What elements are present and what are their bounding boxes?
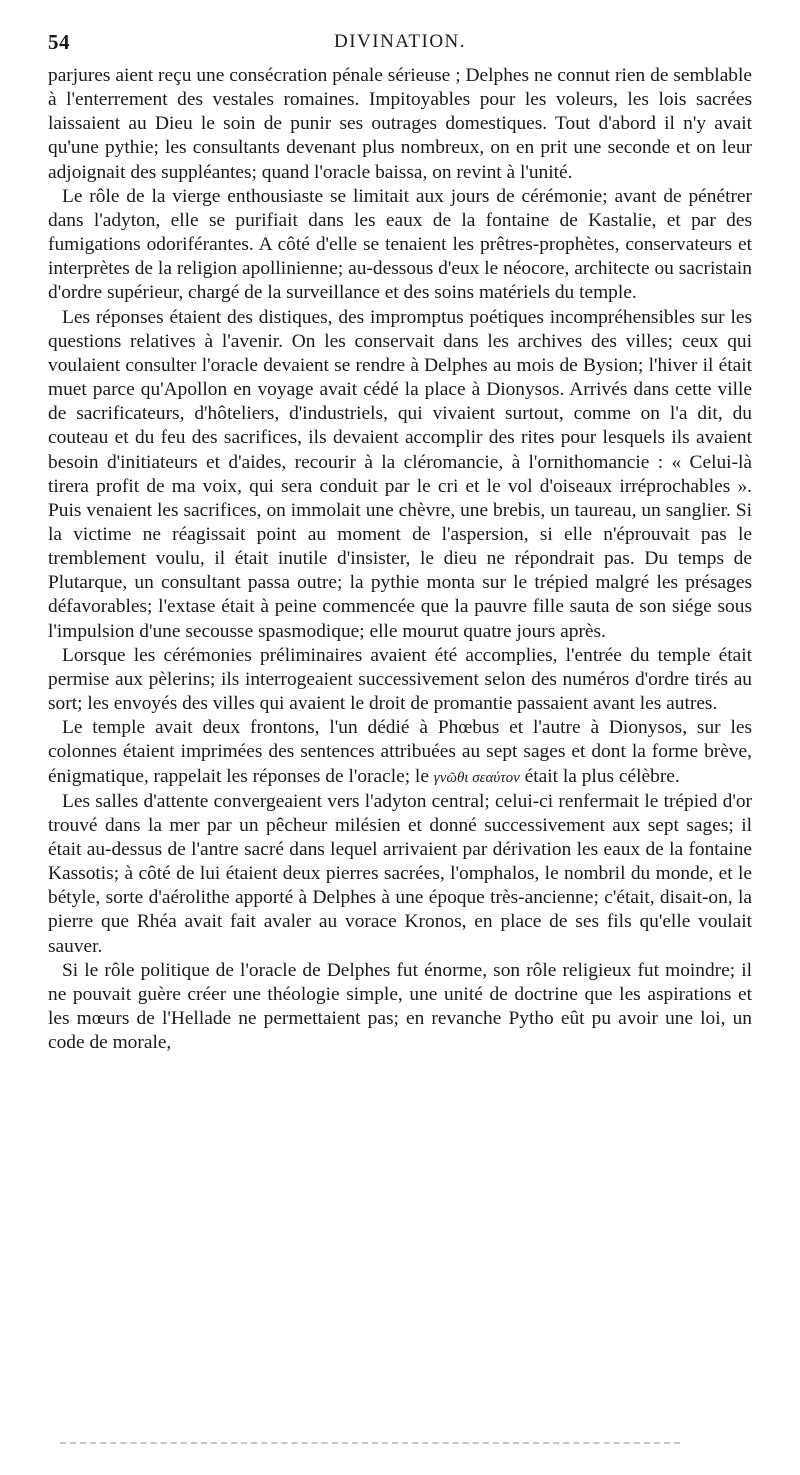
- body-text: [48, 64, 752, 1055]
- print-noise-marks: [60, 1436, 680, 1444]
- paragraph-5: [48, 716, 752, 789]
- paragraph-7: Si le rôle politique de l'oracle de Delphes fut énorme, son rôle religieux fut moindre; il ne pouvait guère créer une théologie simple, une unité de doctrine que les aspirations et les mœurs de l'Hellade ne permettaient pas; en revanche Pytho eût pu avoir une loi, un code de morale,: [48, 959, 752, 1054]
- paragraph-4: Lorsque les cérémonies préliminaires avaient été accomplies, l'entrée du temple était permise aux pèlerins; ils interrogeaient successivement selon des numéros d'ordre tirés au sort; les envoyés des villes qui avaient le droit de promantie passaient avant les autres.: [48, 644, 752, 715]
- paragraph-2: Le rôle de la vierge enthousiaste se limitait aux jours de cérémonie; avant de pénétrer dans l'adyton, elle se purifiait dans les eaux de la fontaine de Kastalie, et par des fumigations odoriférantes. A côté d'elle se tenaient les prêtres-prophètes, conservateurs et interprètes de la religion apollinienne; au-dessous d'eux le néocore, architecte ou sacristain d'ordre supérieur, chargé de la surveillance et des soins matériels du temple.: [48, 185, 752, 304]
- greek-inscription: γνῶθι σεαύτον: [433, 769, 520, 786]
- page-number: 54: [48, 30, 70, 54]
- paragraph-5-text-after: était la plus célèbre.: [519, 765, 680, 787]
- running-head: DIVINATION.: [333, 31, 467, 52]
- paragraph-6: Les salles d'attente convergeaient vers l'adyton central; celui-ci renfermait le trépied d'or trouvé dans la mer par un pêcheur milésien et donné successivement aux sept sages; il était au-dessus de l'antre sacré dans lequel arrivaient par dérivation les eaux de la fontaine Kassotis; à côté de lui étaient deux pierres sacrées, l'omphalos, le nombril du monde, et le bétyle, sorte d'aérolithe apporté à Delphes à une époque très-ancienne; c'était, disait-on, la pierre que Rhéa avait fait avaler au vorace Kronos, en place de ses fils qu'elle voulait sauver.: [48, 790, 752, 957]
- paragraph-1: parjures aient reçu une consécration pénale sérieuse ; Delphes ne connut rien de semblable à l'enterrement des vestales romaines. Impitoyables pour les voleurs, les lois sacrées laissaient au Dieu le soin de punir ses outrages domestiques. Tout d'abord il n'y avait qu'une pythie; les consultants devenant plus nombreux, on en prit une seconde et on leur adjoignait des suppléantes; quand l'oracle baissa, on revint à l'unité.: [48, 65, 752, 183]
- page-header: [48, 30, 752, 58]
- paragraph-3: Les réponses étaient des distiques, des impromptus poétiques incompréhensibles sur les questions relatives à l'avenir. On les conservait dans les archives des villes; ceux qui voulaient consulter l'oracle devaient se rendre à Delphes au mois de Bysion; l'hiver il était muet parce qu'Apollon en voyage avait cédé la place à Dionysos. Arrivés dans cette ville de sacrificateurs, d'hôteliers, d'industriels, qui vivaient surtout, comme on l'a dit, du couteau et du feu des sacrifices, ils devaient accomplir des rites pour lesquels ils avaient besoin d'initiateurs et d'aides, recourir à la cléromancie, à l'ornithomancie : « Celui-là tirera profit de ma voix, qui sera conduit par le cri et le vol d'oiseaux irréprochables ». Puis venaient les sacrifices, on immolait une chèvre, une brebis, un taureau, un sanglier. Si la victime ne réagissait point au moment de l'aspersion, si elle n'éprouvait pas le tremblement voulu, il était inutile d'insister, le dieu ne répondrait pas. Du temps de Plutarque, un consultant passa outre; la pythie monta sur le trépied malgré les présages défavorables; l'extase était à peine commencée que la pauvre fille sauta de son siége sous l'impulsion d'une secousse spasmodique; elle mourut quatre jours après.: [48, 306, 752, 642]
- paragraph-5-text-before: Le temple avait deux frontons, l'un dédié à Phœbus et l'autre à Dionysos, sur les colonnes étaient imprimées des sentences attribuées au sept sages et dont la forme brève, énigmatique, rappelait les réponses de l'oracle; le: [48, 717, 752, 787]
